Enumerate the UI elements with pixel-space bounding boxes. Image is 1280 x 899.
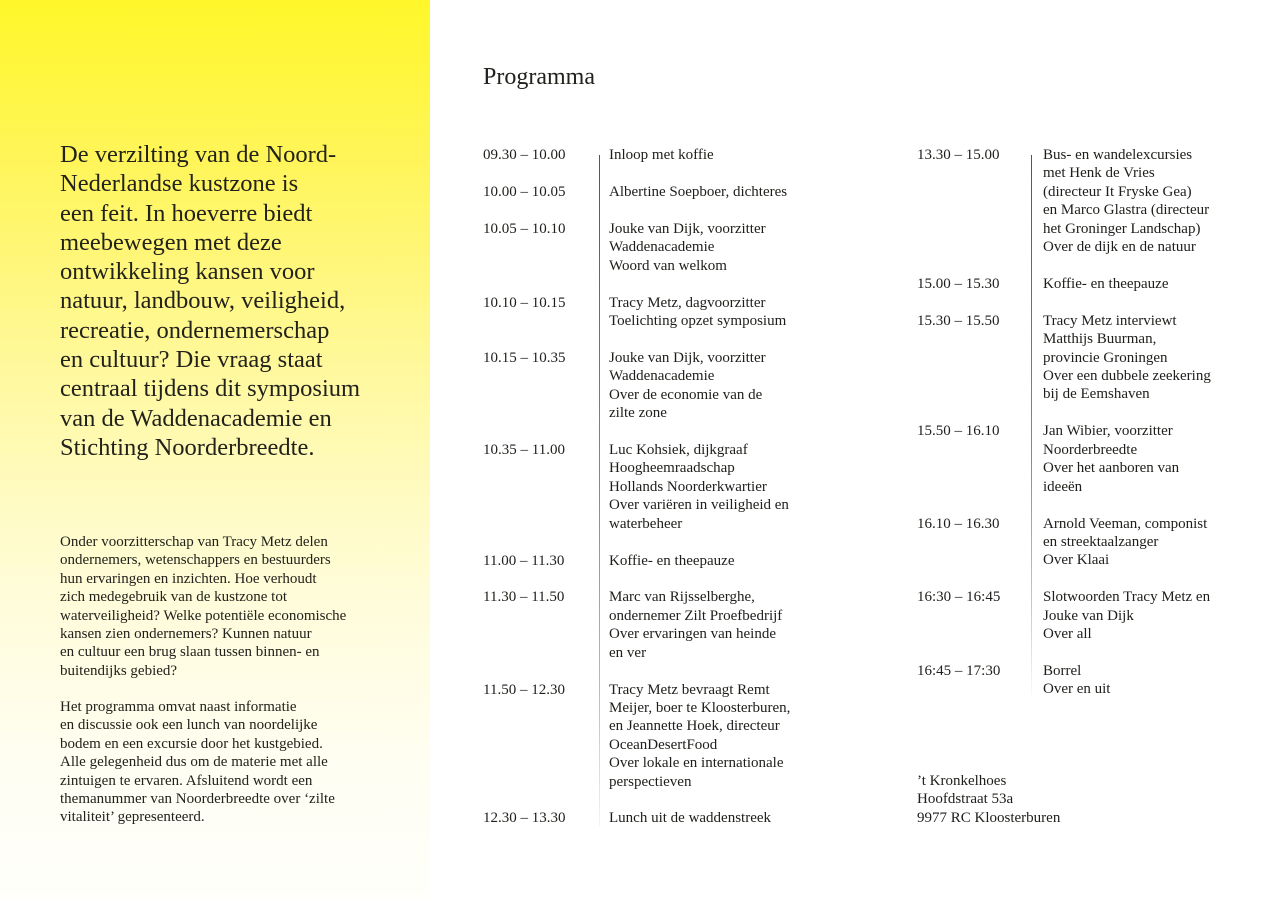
schedule-description <box>609 183 787 201</box>
schedule-description-line: Borrel <box>1043 662 1082 679</box>
schedule-description-line: OceanDesertFood <box>609 736 718 753</box>
schedule-description-line: en Jeannette Hoek, directeur <box>609 718 780 735</box>
programma-title: Programma <box>483 64 595 90</box>
schedule-time: 10.10 – 10.15 <box>483 294 566 311</box>
schedule-description-line: Over het aanboren van <box>1043 460 1180 477</box>
schedule-time: 10.35 – 11.00 <box>483 441 565 458</box>
schedule-item <box>483 681 863 791</box>
schedule-description-line: Noorderbreedte <box>1043 441 1138 458</box>
schedule-description-line: Jouke van Dijk, voorzitter <box>609 349 766 366</box>
schedule-description-line: Matthijs Buurman, <box>1043 331 1157 348</box>
schedule-description-line: Jan Wibier, voorzitter <box>1043 423 1173 440</box>
schedule-description-line: en streektaalzanger <box>1043 533 1159 550</box>
schedule-item <box>917 588 1237 643</box>
schedule-description-line: perspectieven <box>609 773 692 790</box>
intro-paragraph-1: Onder voorzitterschap van Tracy Metz delen ondernemers, wetenschappers en bestuurders hun ervaringen en inzichten. Hoe verhoudt zich medegebruik van de kustzone tot waterveiligheid? Welke potentiële economische kansen zien ondernemers? Kunnen natuur en cultuur een brug slaan tussen binnen- en buitendijks gebied? <box>60 534 347 679</box>
schedule-description-line: Tracy Metz, dagvoorzitter <box>609 294 766 311</box>
schedule-description-line: Jouke van Dijk, voorzitter <box>609 220 766 237</box>
schedule-item <box>483 220 863 275</box>
schedule-description <box>609 220 766 275</box>
schedule-time: 10.15 – 10.35 <box>483 349 566 366</box>
schedule-item <box>483 294 863 331</box>
schedule-time: 10.00 – 10.05 <box>483 183 566 200</box>
schedule-description-line: Waddenacademie <box>609 239 715 256</box>
schedule-description-line: Bus- en wandelexcursies <box>1043 147 1193 163</box>
schedule-description <box>1043 146 1209 256</box>
schedule-description <box>1043 422 1179 496</box>
schedule-description-line: Tracy Metz bevraagt Remt <box>609 681 770 698</box>
schedule-description-line: Jouke van Dijk <box>1043 607 1134 624</box>
venue-address <box>917 772 1060 827</box>
schedule-description-line: Koffie- en theepauze <box>609 552 735 569</box>
schedule-description-line: Over de dijk en de natuur <box>1043 239 1196 256</box>
schedule-item <box>917 422 1237 496</box>
schedule-description-line: ideeën <box>1043 478 1083 495</box>
schedule-time: 16.10 – 16.30 <box>917 515 1000 532</box>
schedule-description-line: Koffie- en theepauze <box>1043 275 1169 292</box>
schedule-description-line: Hollands Noorderkwartier <box>609 478 767 495</box>
schedule-description <box>609 588 782 662</box>
schedule-description-line: Over variëren in veiligheid en <box>609 497 789 514</box>
schedule-item <box>483 552 863 570</box>
schedule-description <box>609 809 771 827</box>
schedule-description-line: Over Klaai <box>1043 552 1110 569</box>
schedule-description-line: Hoogheemraadschap <box>609 460 735 477</box>
schedule-description-line: Tracy Metz interviewt <box>1043 312 1177 329</box>
schedule-item <box>483 441 863 533</box>
schedule-column-left <box>483 146 863 846</box>
schedule-description <box>1043 275 1169 293</box>
schedule-description-line: Over en uit <box>1043 681 1111 698</box>
schedule-description-line: Over all <box>1043 626 1092 643</box>
schedule-time: 15.00 – 15.30 <box>917 275 1000 292</box>
schedule-description-line: Albertine Soepboer, dichteres <box>609 183 788 200</box>
schedule-description-line: Inloop met koffie <box>609 147 714 163</box>
schedule-description-line: bij de Eemshaven <box>1043 386 1150 403</box>
schedule-time: 15.30 – 15.50 <box>917 312 1000 329</box>
venue-name: ’t Kronkelhoes <box>917 773 1007 789</box>
schedule-description-line: en Marco Glastra (directeur <box>1043 202 1210 219</box>
intro-panel <box>0 0 430 899</box>
schedule-description <box>609 349 766 423</box>
venue-city: 9977 RC Kloosterburen <box>917 809 1061 826</box>
schedule-time: 16:30 – 16:45 <box>917 589 1001 606</box>
schedule-item <box>483 146 863 164</box>
schedule-description <box>609 146 714 164</box>
venue-street: Hoofdstraat 53a <box>917 791 1014 808</box>
schedule-time: 12.30 – 13.30 <box>483 810 566 827</box>
schedule-item <box>917 662 1237 699</box>
schedule-description-line: zilte zone <box>609 405 667 422</box>
schedule-time: 11.30 – 11.50 <box>483 589 565 606</box>
schedule-description <box>609 441 789 533</box>
schedule-item <box>917 275 1237 293</box>
schedule-description-line: Meijer, boer te Kloosterburen, <box>609 699 791 716</box>
schedule-item <box>483 588 863 662</box>
schedule-description-line: met Henk de Vries <box>1043 165 1155 182</box>
intro-paragraph-2: Het programma omvat naast informatie en discussie ook een lunch van noordelijke bodem en een excursie door het kustgebied. Alle gelegenheid dus om de materie met alle zintuigen te ervaren. Afsluitend wordt een themanummer van Noorderbreedte over ‘zilte vitaliteit’ gepresenteerd. <box>60 699 335 826</box>
schedule-time: 15.50 – 16.10 <box>917 423 1000 440</box>
schedule-column-right <box>917 146 1237 717</box>
schedule-time: 11.50 – 12.30 <box>483 681 565 698</box>
schedule-item <box>917 515 1237 570</box>
schedule-description <box>609 552 735 570</box>
schedule-description-line: Arnold Veeman, componist <box>1043 515 1208 532</box>
schedule-description <box>1043 312 1211 404</box>
schedule-description-line: Over de economie van de <box>609 386 763 403</box>
schedule-item <box>483 183 863 201</box>
schedule-description-line: Luc Kohsiek, dijkgraaf <box>609 441 748 458</box>
schedule-description <box>1043 662 1110 699</box>
schedule-time: 10.05 – 10.10 <box>483 220 566 237</box>
schedule-description-line: Over ervaringen van heinde <box>609 626 777 643</box>
schedule-time: 16:45 – 17:30 <box>917 662 1001 679</box>
schedule-item <box>917 146 1237 256</box>
schedule-item <box>483 809 863 827</box>
schedule-description-line: provincie Groningen <box>1043 349 1168 366</box>
schedule-description <box>609 294 786 331</box>
schedule-description-line: Toelichting opzet symposium <box>609 312 787 329</box>
schedule-description-line: Lunch uit de waddenstreek <box>609 810 772 827</box>
schedule-description-line: het Groninger Landschap) <box>1043 220 1201 237</box>
schedule-time: 13.30 – 15.00 <box>917 147 1000 163</box>
schedule-description-line: Woord van welkom <box>609 257 727 274</box>
schedule-description-line: en ver <box>609 644 647 661</box>
schedule-item <box>483 349 863 423</box>
schedule-description-line: (directeur It Fryske Gea) <box>1043 183 1192 200</box>
schedule-description <box>609 681 790 791</box>
schedule-description-line: waterbeheer <box>609 515 683 532</box>
intro-lead-text: De verzilting van de Noord- Nederlandse kustzone is een feit. In hoeverre biedt meebewegen met deze ontwikkeling kansen voor natuur, landbouw, veiligheid, recreatie, ondernemerschap en cultuur? Die vraag staat centraal tijdens dit symposium van de Waddenacademie en Stichting Noorderbreedte. <box>60 141 361 461</box>
schedule-time: 11.00 – 11.30 <box>483 552 565 569</box>
schedule-description-line: Over lokale en internationale <box>609 755 784 772</box>
schedule-time: 09.30 – 10.00 <box>483 147 566 163</box>
schedule-description-line: ondernemer Zilt Proefbedrijf <box>609 607 783 624</box>
schedule-description <box>1043 515 1207 570</box>
schedule-description-line: Slotwoorden Tracy Metz en <box>1043 589 1211 606</box>
schedule-description <box>1043 588 1210 643</box>
schedule-description-line: Marc van Rijsselberghe, <box>609 589 755 606</box>
schedule-description-line: Over een dubbele zeekering <box>1043 368 1211 385</box>
schedule-item <box>917 312 1237 404</box>
schedule-description-line: Waddenacademie <box>609 368 715 385</box>
